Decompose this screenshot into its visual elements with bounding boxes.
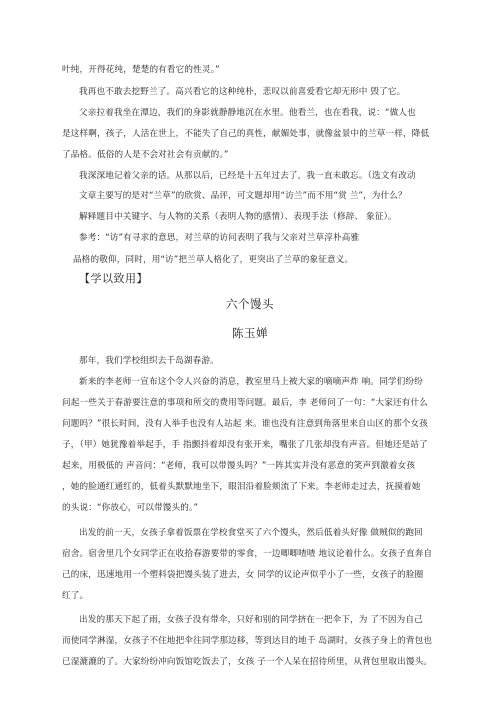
text-line: 叶纯，开得花纯，楚楚的有看它的性灵。” — [62, 65, 220, 75]
story-title: 六个馒头 — [226, 297, 274, 311]
story-author: 陈玉婵 — [232, 326, 268, 340]
text-line: 出发的前一天，女孩子拿着饭票在学校食堂买了六个馒头，然后低着头好像 做贼似的跑回 — [79, 528, 423, 538]
section-heading: 【学以致用】 — [79, 272, 148, 285]
text-line: 解释题目中关键字、与人物的关系（表明人物的感情）、表现手法（修辞、 象征）。 — [79, 212, 397, 222]
text-line: 已湿漉漉的了。大家纷纷冲向饭馆吃饭去了，女孩 子一个人呆在招待所里，从背包里取出馒头。 — [62, 657, 433, 667]
text-line: 而使同学淋湿，女孩子不住地把伞往同学那边移，等到达目的地千 岛湖时，女孩子身上的背包也 — [62, 636, 433, 646]
text-line: 红了。 — [62, 591, 89, 601]
text-line: 是这样啊，孩子，人活在世上，不能失了自己的真性，献媚处事，就像盆景中的兰草一样，降低 — [62, 129, 430, 139]
text-line: 的头说：“你放心，可以带馒头的。” — [62, 503, 199, 513]
text-line: 子，（甲）她犹豫着举起手，手 指颤抖着却没有张开来，嘴张了几张却没有声音。但她还是站了 — [62, 440, 428, 450]
text-line: 我再也不敢去挖野兰了。高兴看它的这种纯朴，悲叹以前喜爱看它却无形中 毁了它。 — [79, 87, 406, 97]
text-line: 出发的那天下起了雨，女孩子没有带伞，只好和别的同学挤在一把伞下，为 了不因为自己 — [79, 615, 423, 625]
text-line: 宿舍。宿舍里几个女同学正在收拾春游要带的零食，一边唧唧喳喳 地议论着什么。女孩子直奔自 — [62, 549, 433, 559]
text-line: 那年，我们学校组织去千岛湖春游。 — [79, 356, 219, 366]
text-line: 问题吗？”很长时间，没有人举手也没有人站起 来。谁也没有注意到角落里来自山区的那个女孩 — [62, 419, 428, 429]
text-line: 品格的敬仰，同时，用“访”把兰草人格化了，更突出了兰草的象征意义。 — [73, 255, 354, 265]
text-line: 己的床，迅速地用一个塑料袋把馒头装了进去，女 同学的议论声似乎小了一些，女孩子的脸圈 — [62, 570, 424, 580]
text-line: 父亲拉着我坐在潭边，我们的身影就静静地沉在水里。他看兰，也在看我，说：“做人也 — [79, 108, 416, 118]
text-line: 问起一些关于春游要注意的事项和所交的费用等问题。最后，李 老师问了一句：“大家还有什么 — [62, 398, 428, 408]
text-line: 新来的李老师一宣布这个令人兴奋的消息，教室里马上被大家的嘀嘀声炸 响。同学们纷纷 — [79, 377, 423, 387]
text-line: 我深深地记着父亲的话。从那以后，已经是十五年过去了，我一直未敢忘。（选文有改动 — [79, 171, 416, 181]
text-line: 文章主要写的是对“兰草”的欣赏、品评，可文题却用“访兰”而不用“赏 兰”，为什么？ — [79, 191, 407, 201]
text-line: 了品格。低俗的人是不会对社会有贡献的。” — [62, 150, 229, 160]
text-line: ，她的脸通红通红的，低着头默默地坐下，眼泪沿着脸颊流了下来。李老师走过去，抚摸着她 — [62, 482, 421, 492]
text-line: 参考：“访”有寻求的意思，对兰草的访问表明了我与父亲对兰草淳朴高雅 — [79, 233, 360, 243]
text-line: 起来，用极低的 声音问：“老师，我可以带馒头吗？”一阵其实并没有恶意的笑声到激着女孩 — [62, 461, 416, 471]
